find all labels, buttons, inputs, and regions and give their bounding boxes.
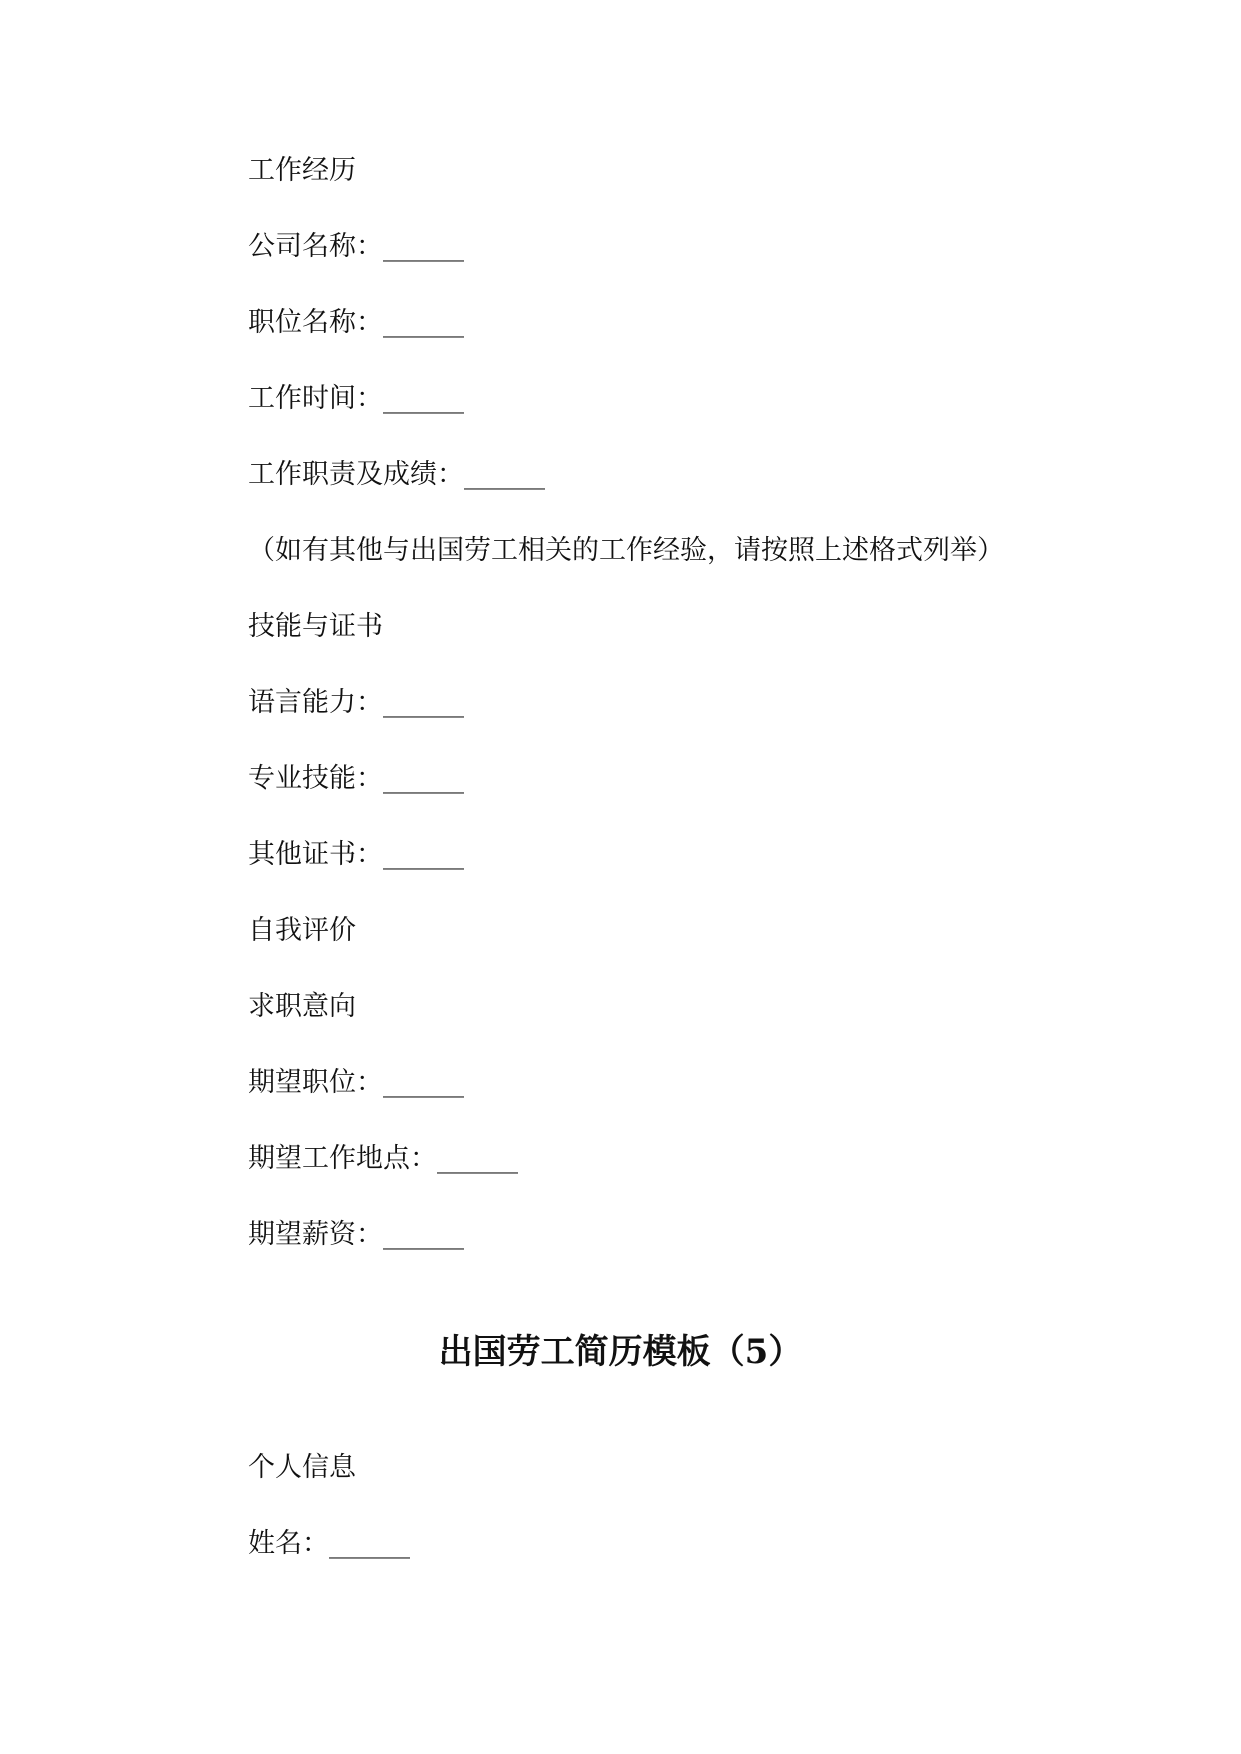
company-name-line: 公司名称：______ xyxy=(248,231,464,262)
expected-location-line: 期望工作地点：______ xyxy=(248,1143,518,1174)
expected-salary-line: 期望薪资：______ xyxy=(248,1219,464,1250)
personal-info-heading: 个人信息 xyxy=(248,1452,356,1483)
self-evaluation-heading: 自我评价 xyxy=(248,915,356,946)
skills-heading: 技能与证书 xyxy=(248,611,383,642)
professional-skills-line: 专业技能：______ xyxy=(248,763,464,794)
format-note: （如有其他与出国劳工相关的工作经验，请按照上述格式列举） xyxy=(248,535,1004,566)
name-line: 姓名：______ xyxy=(248,1528,410,1559)
work-experience-heading: 工作经历 xyxy=(248,155,356,186)
section-title: 出国劳工简历模板（5） xyxy=(438,1332,803,1372)
other-certs-line: 其他证书：______ xyxy=(248,839,464,870)
job-intention-heading: 求职意向 xyxy=(248,991,356,1022)
expected-position-line: 期望职位：______ xyxy=(248,1067,464,1098)
work-time-line: 工作时间：______ xyxy=(248,383,464,414)
duties-line: 工作职责及成绩：______ xyxy=(248,459,545,490)
language-line: 语言能力：______ xyxy=(248,687,464,718)
position-name-line: 职位名称：______ xyxy=(248,307,464,338)
